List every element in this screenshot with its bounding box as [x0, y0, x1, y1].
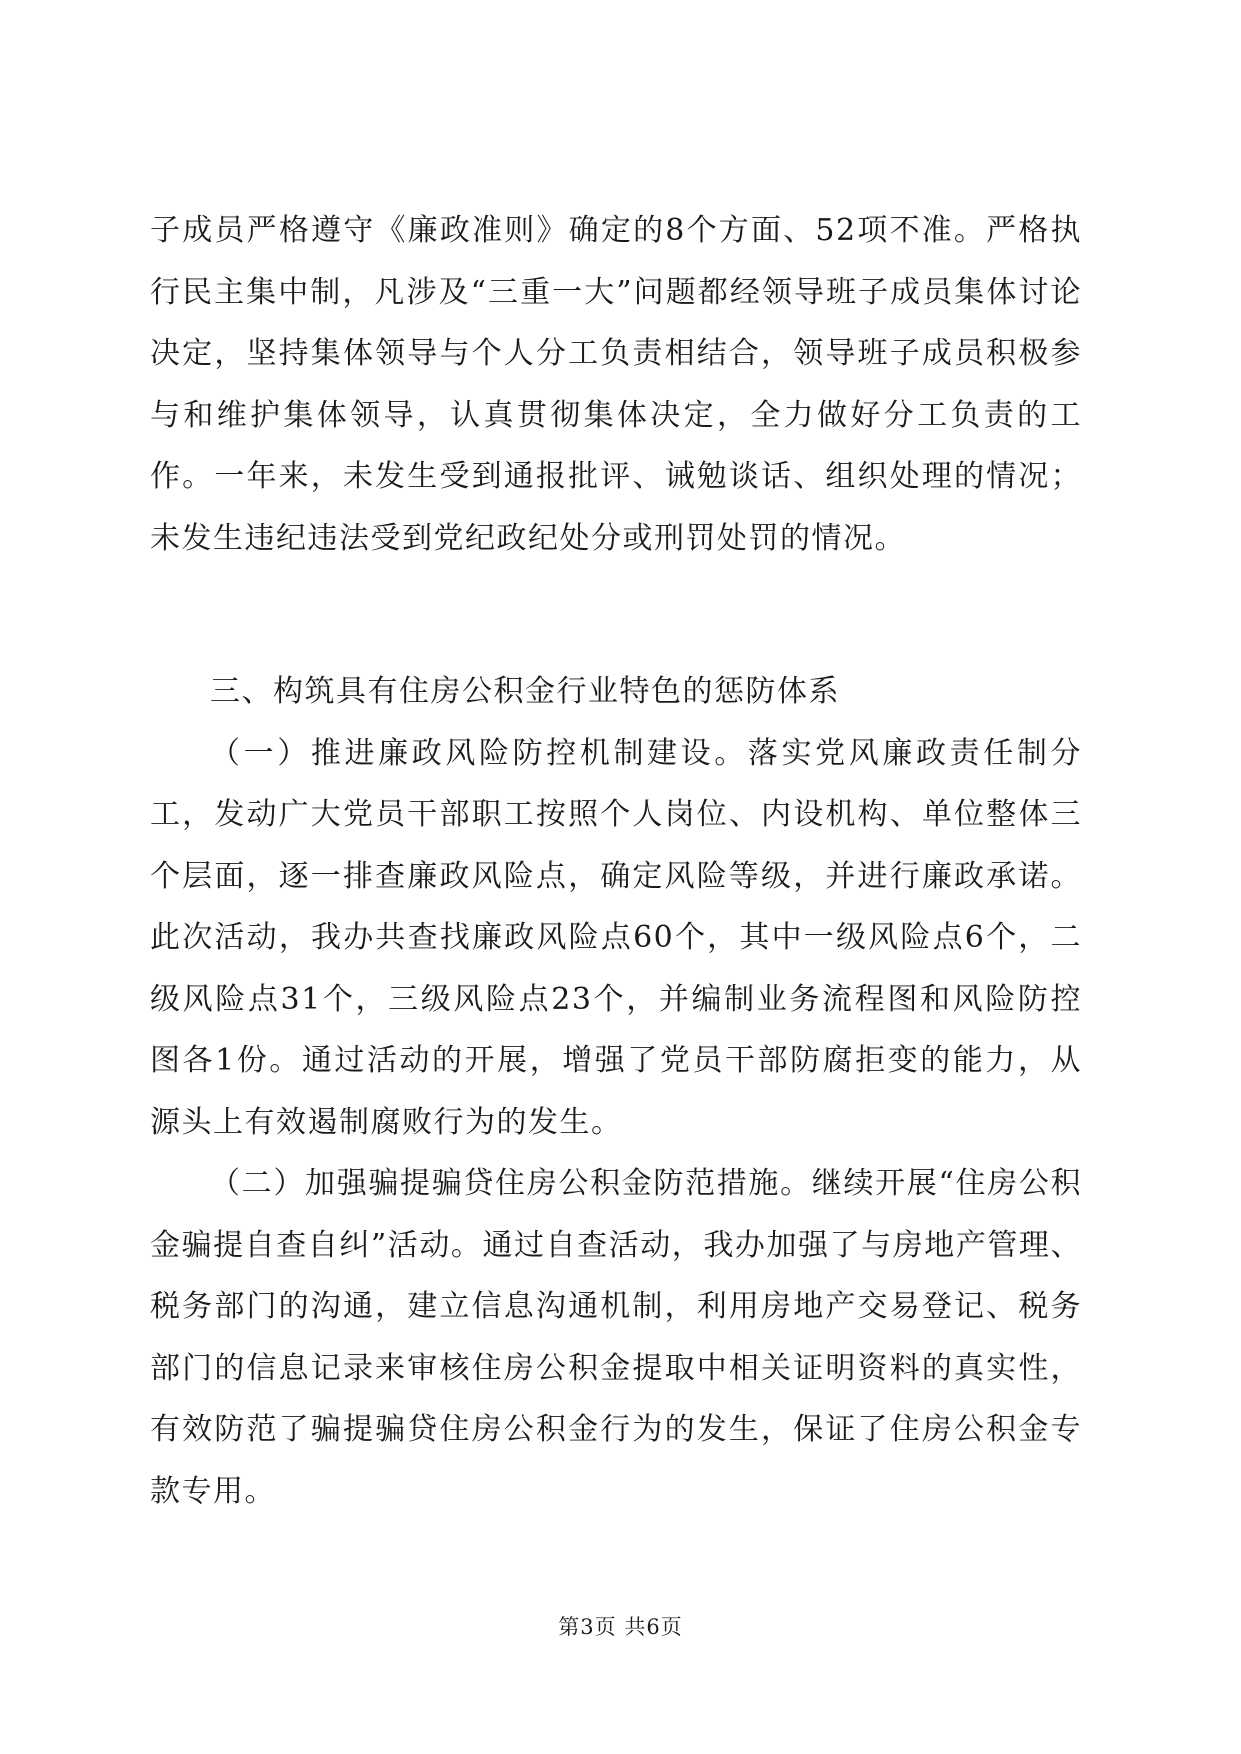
paragraph-continuation: 子成员严格遵守《廉政准则》确定的8个方面、52项不准。严格执行民主集中制，凡涉及“三重一大”问题都经领导班子成员集体讨论决定，坚持集体领导与个人分工负责相结合，领导班子成员积极参与和维护集体领导，认真贯彻集体决定，全力做好分工负责的工作。一年来，未发生受到通报批评、诫勉谈话、组织处理的情况；未发生违纪违法受到党纪政纪处分或刑罚处罚的情况。 — [150, 213, 1082, 556]
paragraph-fraud-prevention: （二）加强骗提骗贷住房公积金防范措施。继续开展“住房公积金骗提自查自纠”活动。通过自查活动，我办加强了与房地产管理、税务部门的沟通，建立信息沟通机制，利用房地产交易登记、税务部门的信息记录来审核住房公积金提取中相关证明资料的真实性，有效防范了骗提骗贷住房公积金行为的发生，保证了住房公积金专款专用。 — [150, 1166, 1082, 1509]
paragraph-risk-control: （一）推进廉政风险防控机制建设。落实党风廉政责任制分工，发动广大党员干部职工按照个人岗位、内设机构、单位整体三个层面，逐一排查廉政风险点，确定风险等级，并进行廉政承诺。此次活动，我办共查找廉政风险点60个，其中一级风险点6个，二级风险点31个，三级风险点23个，并编制业务流程图和风险防控图各1份。通过活动的开展，增强了党员干部防腐拒变的能力，从源头上有效遏制腐败行为的发生。 — [150, 735, 1082, 1140]
body-text-section-three — [150, 661, 1082, 1522]
body-text-continued — [150, 200, 1082, 569]
section-heading: 三、构筑具有住房公积金行业特色的惩防体系 — [210, 674, 840, 709]
page-number: 第3页 共6页 — [558, 1615, 683, 1639]
page-footer — [0, 1612, 1241, 1642]
